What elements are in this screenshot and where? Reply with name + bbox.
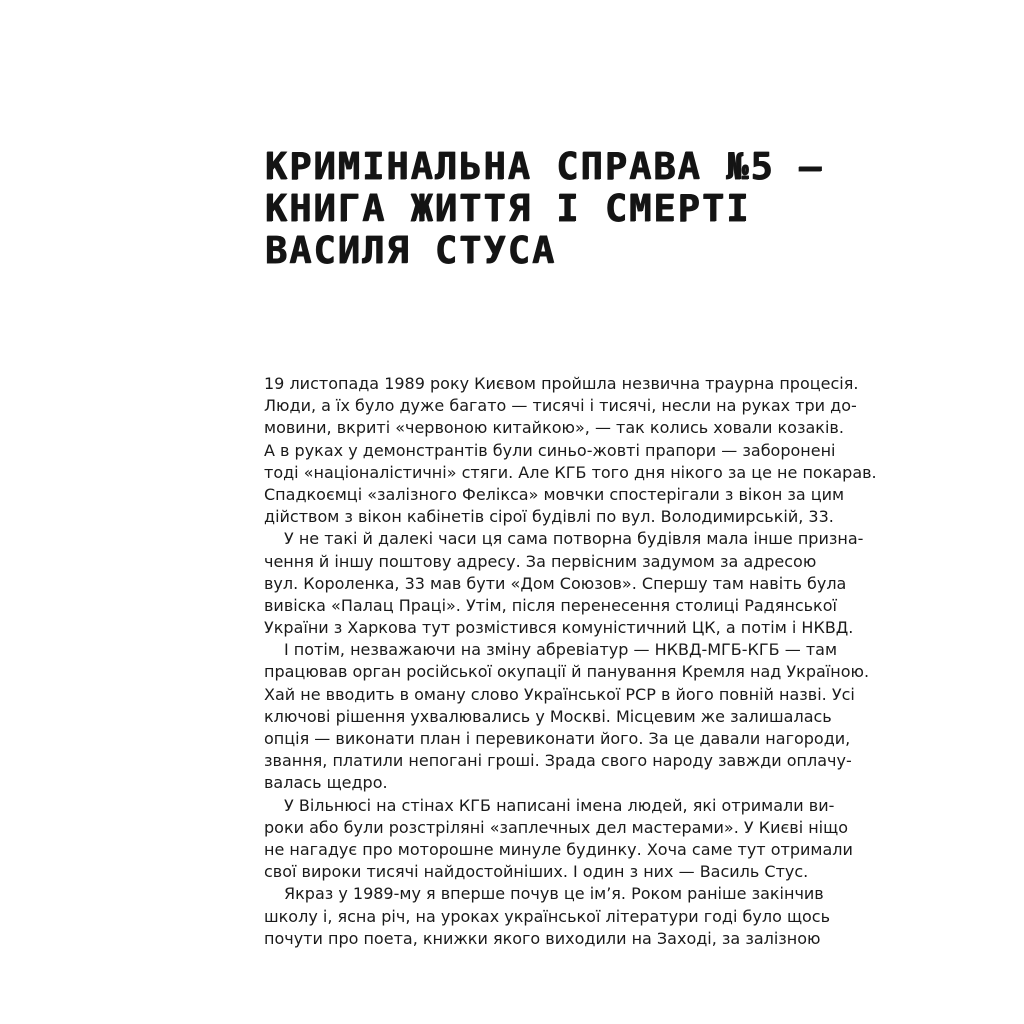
text-line: чення й іншу поштову адресу. За первісним задумом за адресою bbox=[264, 551, 817, 571]
text-line: України з Харкова тут розмістився комуністичний ЦК, а потім і НКВД. bbox=[264, 618, 854, 638]
text-line: мовини, вкриті «червоною китайкою», — так колись ховали козаків. bbox=[264, 418, 844, 438]
text-line: Люди, а їх було дуже багато — тисячі і тисячі, несли на руках три до- bbox=[264, 396, 857, 416]
chapter-title-line: ВАСИЛЯ СТУСА bbox=[265, 229, 557, 272]
text-line: І потім, незважаючи на зміну абревіатур — НКВД-МГБ-КГБ — там bbox=[284, 640, 838, 660]
text-line: роки або були розстріляні «заплечных дел мастерами». У Києві ніщо bbox=[264, 817, 848, 837]
text-line: вул. Короленка, 33 мав бути «Дом Союзов». Спершу там навіть була bbox=[264, 573, 847, 593]
text-line: тоді «націоналістичні» стяги. Але КГБ того дня нікого за це не покарав. bbox=[264, 462, 877, 482]
text-line: У Вільнюсі на стінах КГБ написані імена людей, які отримали ви- bbox=[284, 795, 835, 815]
chapter-title-line: КРИМІНАЛЬНА СПРАВА №5 – bbox=[265, 145, 824, 188]
text-line: вивіска «Палац Праці». Утім, після перенесення столиці Радянської bbox=[264, 595, 837, 615]
text-line: Хай не вводить в оману слово Української РСР в його повній назві. Усі bbox=[264, 684, 855, 704]
text-line: школу і, ясна річ, на уроках української літератури годі було щось bbox=[264, 906, 831, 926]
text-line: звання, платили непогані гроші. Зрада свого народу завжди оплачу- bbox=[264, 751, 852, 771]
text-line: свої вироки тисячі найдостойніших. І один з них — Василь Стус. bbox=[264, 862, 809, 882]
body-text bbox=[264, 373, 877, 950]
text-line: Якраз у 1989-му я вперше почув це ім’я. Роком раніше закінчив bbox=[284, 884, 824, 904]
chapter-title bbox=[265, 146, 825, 272]
text-line: А в руках у демонстрантів були синьо-жовті прапори — заборонені bbox=[264, 440, 836, 460]
text-line: валась щедро. bbox=[264, 773, 388, 793]
text-line: ключові рішення ухвалювались у Москві. Місцевим же залишалась bbox=[264, 706, 832, 726]
text-line: почути про поета, книжки якого виходили на Заході, за залізною bbox=[264, 928, 821, 948]
text-line: не нагадує про моторошне минуле будинку. Хоча саме тут отримали bbox=[264, 839, 853, 859]
text-line: працював орган російської окупації й панування Кремля над Україною. bbox=[264, 662, 870, 682]
text-line: дійством з вікон кабінетів сірої будівлі по вул. Володимирській, 33. bbox=[264, 507, 834, 527]
text-line: У не такі й далекі часи ця сама потворна будівля мала інше призна- bbox=[284, 529, 864, 549]
chapter-title-line: КНИГА ЖИТТЯ І СМЕРТІ bbox=[265, 187, 751, 230]
text-line: Спадкоємці «залізного Фелікса» мовчки спостерігали з вікон за цим bbox=[264, 484, 845, 504]
text-line: опція — виконати план і перевиконати його. За це давали нагороди, bbox=[264, 729, 851, 748]
text-line: 19 листопада 1989 року Києвом пройшла незвична траурна процесія. bbox=[264, 374, 859, 393]
